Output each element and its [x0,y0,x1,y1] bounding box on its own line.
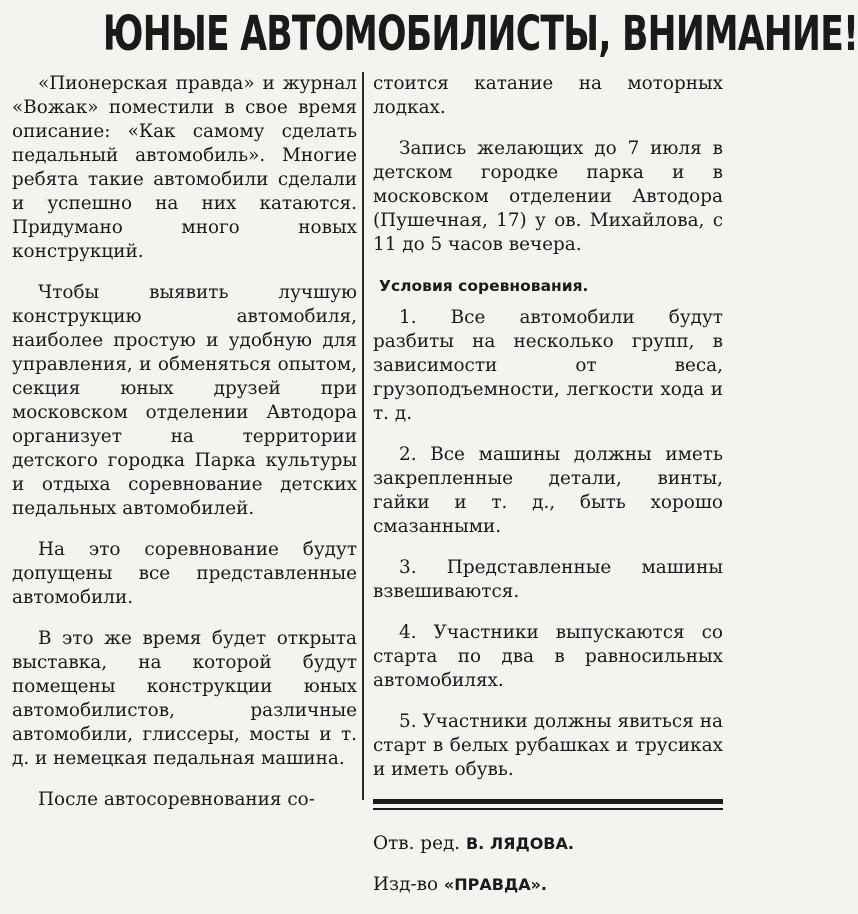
paragraph-admission: На это соревнование будут допущены все представленные автомобили. [12,539,357,608]
condition-item-5: 5. Участники должны явиться на старт в белых рубашках и трусиках и иметь обувь. [373,711,723,780]
conditions-heading: Условия соревнования. [379,277,589,295]
divider-thin [373,808,723,810]
column-rule [362,72,364,800]
left-column [12,72,357,829]
paragraph-exhibition: В это же время будет открыта выставка, на которой будут помещены конструкции юных автомобилистов, различные автомобили, глиссеры, мосты и т. д. и немецкая педальная машина. [12,628,357,769]
condition-item-1: 1. Все автомобили будут разбиты на несколько групп, в зависимости от веса, грузоподъемности, легкости хода и т. д. [373,307,723,424]
paragraph-registration: Запись желающих до 7 июля в детском городке парка и в московском отделении Автодора (Пушечная, 17) у ов. Михайлова, с 11 до 5 часов вечера. [373,138,723,255]
headline: ЮНЫЕ АВТОМОБИЛИСТЫ, ВНИМАНИЕ! [102,6,858,62]
right-column [373,72,723,914]
editor-label: Отв. ред. [373,832,461,854]
condition-item-3: 3. Представленные машины взвешиваются. [373,557,723,602]
paragraph-after: После автосоревнования со- [38,789,315,810]
editor-name: В. ЛЯДОВА. [465,833,574,853]
publisher-line [373,873,723,897]
editor-line [373,832,723,856]
divider-heavy [373,799,723,804]
publisher-label: Изд-во [373,873,439,895]
condition-item-2: 2. Все машины должны иметь закрепленные детали, винты, гайки и т. д., быть хорошо смазанными. [373,444,723,537]
publisher-name: «ПРАВДА». [443,874,547,894]
paragraph-intro: «Пионерская правда» и журнал «Вожак» поместили в свое время описание: «Как самому сделать педальный автомобиль». Многие ребята такие автомобили сделали и успешно на них катаются. Придумано много новых конструкций. [12,73,357,262]
paragraph-purpose: Чтобы выявить лучшую конструкцию автомобиля, наиболее простую и удобную для управления, и обменяться опытом, секция юных друзей при московском отделении Автодора организует на территории детского городка Парка культуры и отдыха соревнование детских педальных автомобилей. [12,282,357,519]
paragraph-continuation: стоится катание на моторных лодках. [373,73,723,118]
condition-item-4: 4. Участники выпускаются со старта по два в равносильных автомобилях. [373,622,723,691]
